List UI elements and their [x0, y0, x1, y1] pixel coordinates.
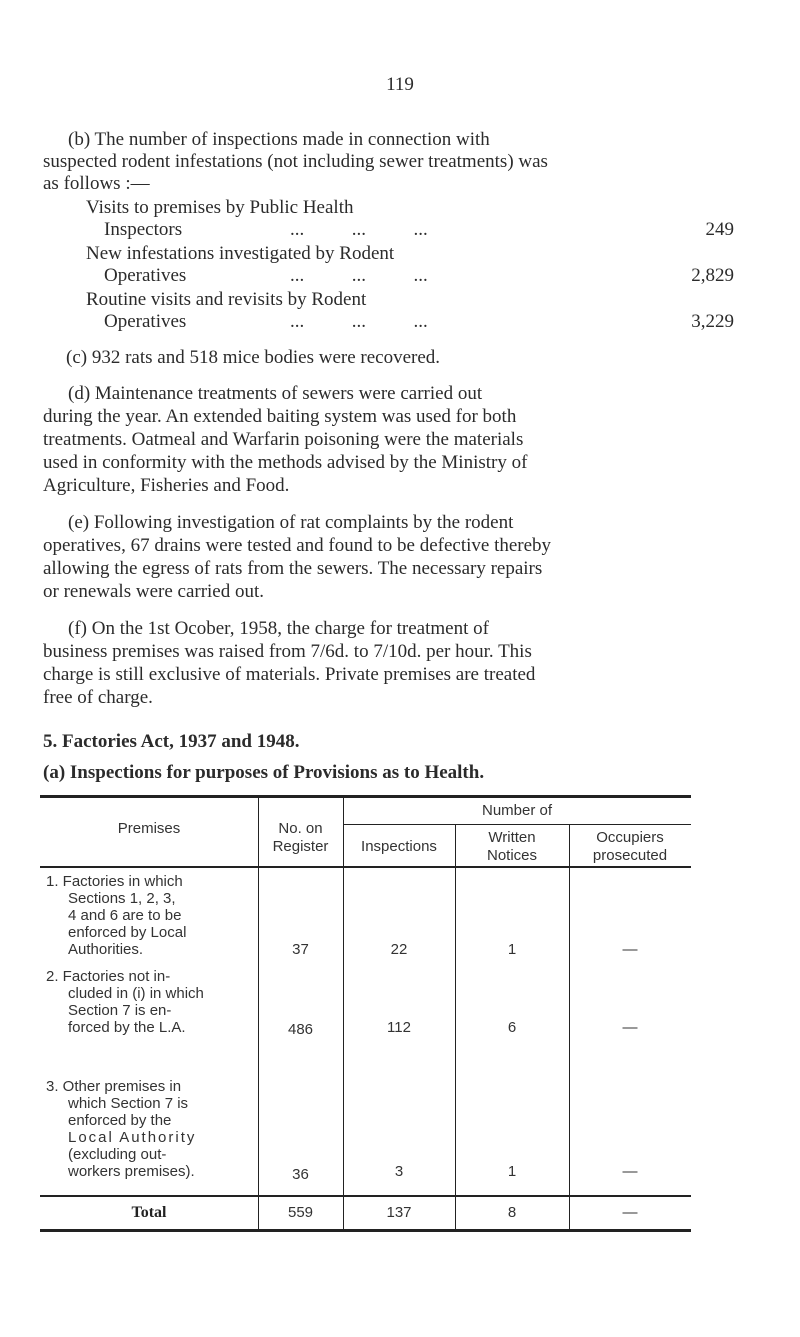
number-of-underline — [343, 824, 691, 825]
row2-prosecuted: — — [622, 1019, 638, 1036]
item-routine-dots: ... ... ... — [290, 311, 428, 332]
section-heading: 5. Factories Act, 1937 and 1948. — [43, 731, 300, 752]
para-f-line-2: business premises was raised from 7/6d. to 7/10d. per hour. This — [43, 641, 532, 662]
para-e-line-4: or renewals were carried out. — [43, 581, 265, 602]
para-d-line-5: Agriculture, Fisheries and Food. — [43, 475, 290, 496]
para-d-line-2: during the year. An extended baiting system was used for both — [43, 406, 517, 427]
para-d-line-3: treatments. Oatmeal and Warfarin poisoning were the materials — [43, 429, 524, 450]
para-e-line-2: operatives, 67 drains were tested and found to be defective thereby — [43, 535, 552, 556]
row3-premises-6: workers premises). — [68, 1163, 195, 1180]
item-visits-dots: ... ... ... — [290, 219, 428, 240]
header-notices-1: Written — [488, 829, 536, 846]
row3-premises-1: 3. Other premises in — [46, 1078, 182, 1095]
row2-register: 486 — [287, 1021, 314, 1038]
para-d-line-1: (d) Maintenance treatments of sewers were carried out — [68, 383, 483, 404]
para-f-line-1: (f) On the 1st Ocober, 1958, the charge for treatment of — [68, 618, 489, 639]
item-new-label-2: Operatives — [104, 265, 187, 286]
item-new-label-1: New infestations investigated by Rodent — [86, 243, 395, 264]
row1-prosecuted: — — [622, 941, 638, 958]
row3-premises-2: which Section 7 is — [68, 1095, 189, 1112]
total-register: 559 — [287, 1204, 314, 1221]
row1-notices: 1 — [507, 941, 517, 958]
total-prosecuted: — — [622, 1204, 638, 1221]
item-visits-label-2: Inspectors — [104, 219, 183, 240]
total-notices: 8 — [507, 1204, 517, 1221]
item-visits-label-1: Visits to premises by Public Health — [86, 197, 354, 218]
header-register-2: Register — [272, 838, 329, 855]
total-inspections: 137 — [386, 1204, 412, 1221]
row1-premises-5: Authorities. — [68, 941, 144, 958]
header-notices-2: Notices — [486, 847, 538, 864]
item-new-value: 2,829 — [691, 265, 734, 286]
row3-register: 36 — [292, 1166, 309, 1183]
para-b-line-3: as follows :— — [43, 173, 150, 194]
header-register-1: No. on — [278, 820, 323, 837]
row2-notices: 6 — [507, 1019, 517, 1036]
row1-premises-1: 1. Factories in which — [46, 873, 183, 890]
item-visits-value: 249 — [705, 219, 734, 240]
header-bottom-rule — [40, 866, 691, 868]
para-e-line-3: allowing the egress of rats from the sewers. The necessary repairs — [43, 558, 543, 579]
row1-premises-2: Sections 1, 2, 3, — [68, 890, 176, 907]
row3-premises-4: Local Authority — [68, 1129, 197, 1146]
header-premises: Premises — [117, 820, 181, 837]
row1-premises-4: enforced by Local — [68, 924, 187, 941]
row1-premises-3: 4 and 6 are to be — [68, 907, 182, 924]
row2-premises-2: cluded in (i) in which — [68, 985, 204, 1002]
item-routine-label-2: Operatives — [104, 311, 187, 332]
para-b-line-1: (b) The number of inspections made in connection with — [68, 129, 490, 150]
row3-prosecuted: — — [622, 1163, 638, 1180]
total-label: Total — [131, 1204, 167, 1221]
sub-heading: (a) Inspections for purposes of Provisions as to Health. — [43, 762, 485, 783]
row3-premises-5: (excluding out- — [68, 1146, 167, 1163]
page-number: 119 — [386, 74, 414, 95]
row1-inspections: 22 — [390, 941, 408, 958]
table-top-rule — [40, 795, 691, 798]
total-top-rule — [40, 1195, 691, 1197]
header-number-of: Number of — [481, 802, 553, 819]
para-b-line-2: suspected rodent infestations (not including sewer treatments) was — [43, 151, 548, 172]
item-routine-value: 3,229 — [691, 311, 734, 332]
para-c: (c) 932 rats and 518 mice bodies were recovered. — [66, 347, 441, 368]
row2-premises-3: Section 7 is en- — [68, 1002, 172, 1019]
row3-notices: 1 — [507, 1163, 517, 1180]
row2-premises-4: forced by the L.A. — [68, 1019, 186, 1036]
header-inspections: Inspections — [361, 838, 437, 855]
row1-register: 37 — [292, 941, 309, 958]
item-new-dots: ... ... ... — [290, 265, 428, 286]
row3-inspections: 3 — [394, 1163, 404, 1180]
row2-premises-1: 2. Factories not in- — [46, 968, 171, 985]
para-f-line-4: free of charge. — [43, 687, 153, 708]
row3-premises-3: enforced by the — [68, 1112, 172, 1129]
row2-inspections: 112 — [387, 1019, 411, 1036]
table-bottom-rule — [40, 1229, 691, 1232]
item-routine-label-1: Routine visits and revisits by Rodent — [86, 289, 367, 310]
header-prosecuted-2: prosecuted — [592, 847, 668, 864]
para-e-line-1: (e) Following investigation of rat complaints by the rodent — [68, 512, 514, 533]
para-f-line-3: charge is still exclusive of materials. Private premises are treated — [43, 664, 536, 685]
header-prosecuted-1: Occupiers — [596, 829, 664, 846]
para-d-line-4: used in conformity with the methods advised by the Ministry of — [43, 452, 528, 473]
